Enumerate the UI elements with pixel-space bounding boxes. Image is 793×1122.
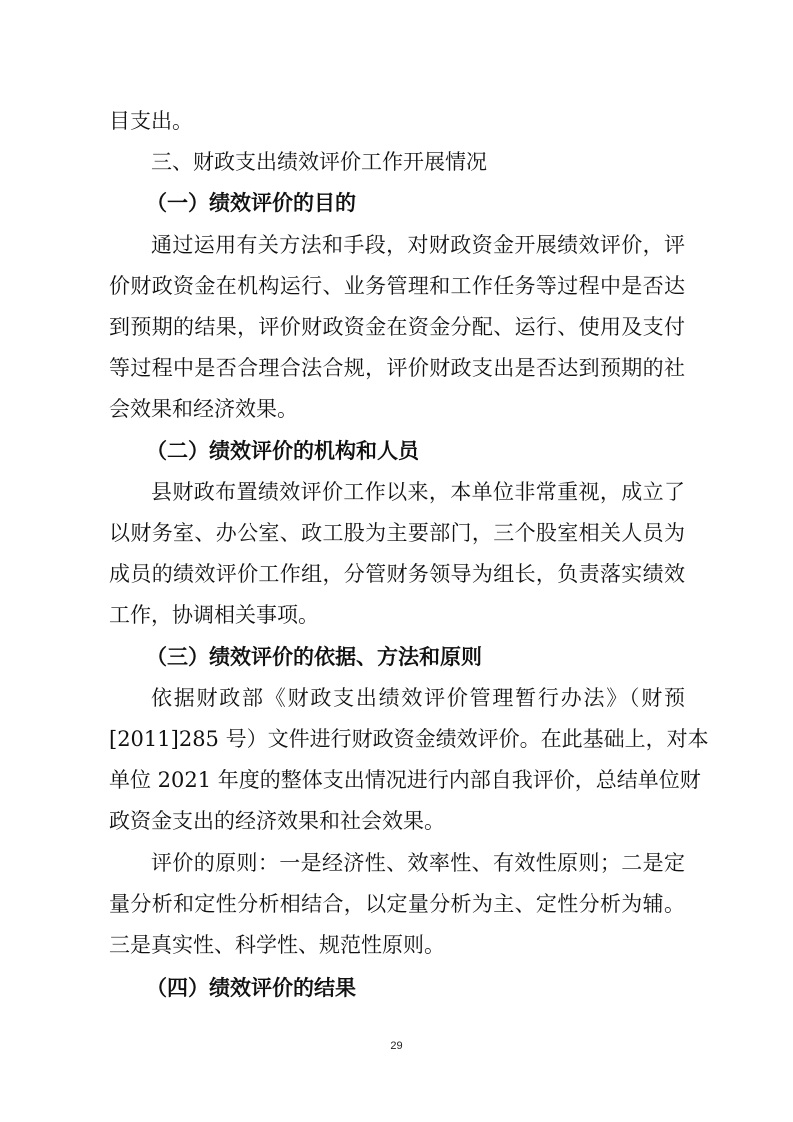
- subsection-heading: （一）绩效评价的目的: [146, 191, 356, 215]
- paragraph-line: 成员的绩效评价工作组，分管财务领导为组长，负责落实绩效: [109, 562, 685, 586]
- paragraph-line: 通过运用有关方法和手段，对财政资金开展绩效评价，评: [151, 233, 685, 257]
- paragraph-line: 工作，协调相关事项。: [109, 603, 319, 627]
- subsection-heading: （二）绩效评价的机构和人员: [146, 439, 419, 463]
- paragraph-line: 政资金支出的经济效果和社会效果。: [109, 809, 445, 833]
- page-number: 29: [390, 1040, 403, 1052]
- subsection-heading: （四）绩效评价的结果: [146, 976, 356, 1000]
- paragraph-line: 单位 2021 年度的整体支出情况进行内部自我评价，总结单位财: [109, 768, 701, 792]
- paragraph-line: 会效果和经济效果。: [109, 397, 298, 421]
- paragraph-line: 价财政资金在机构运行、业务管理和工作任务等过程中是否达: [109, 274, 685, 298]
- paragraph-line: 量分析和定性分析相结合，以定量分析为主、定性分析为辅。: [109, 892, 685, 916]
- paragraph-line: 等过程中是否合理合法合规，评价财政支出是否达到预期的社: [109, 356, 685, 380]
- paragraph-line: 评价的原则：一是经济性、效率性、有效性原则；二是定: [151, 851, 685, 875]
- paragraph-line: [2011]285 号）文件进行财政资金绩效评价。在此基础上，对本: [109, 727, 709, 751]
- paragraph-line: 到预期的结果，评价财政资金在资金分配、运行、使用及支付: [109, 315, 685, 339]
- paragraph-line: 三是真实性、科学性、规范性原则。: [109, 933, 445, 957]
- paragraph-line: 县财政布置绩效评价工作以来，本单位非常重视，成立了: [151, 480, 685, 504]
- paragraph-line: 目支出。: [109, 109, 193, 133]
- section-heading: 三、财政支出绩效评价工作开展情况: [151, 150, 487, 174]
- paragraph-line: 以财务室、办公室、政工股为主要部门，三个股室相关人员为: [109, 521, 685, 545]
- subsection-heading: （三）绩效评价的依据、方法和原则: [146, 645, 482, 669]
- paragraph-line: 依据财政部《财政支出绩效评价管理暂行办法》（财预: [151, 686, 685, 710]
